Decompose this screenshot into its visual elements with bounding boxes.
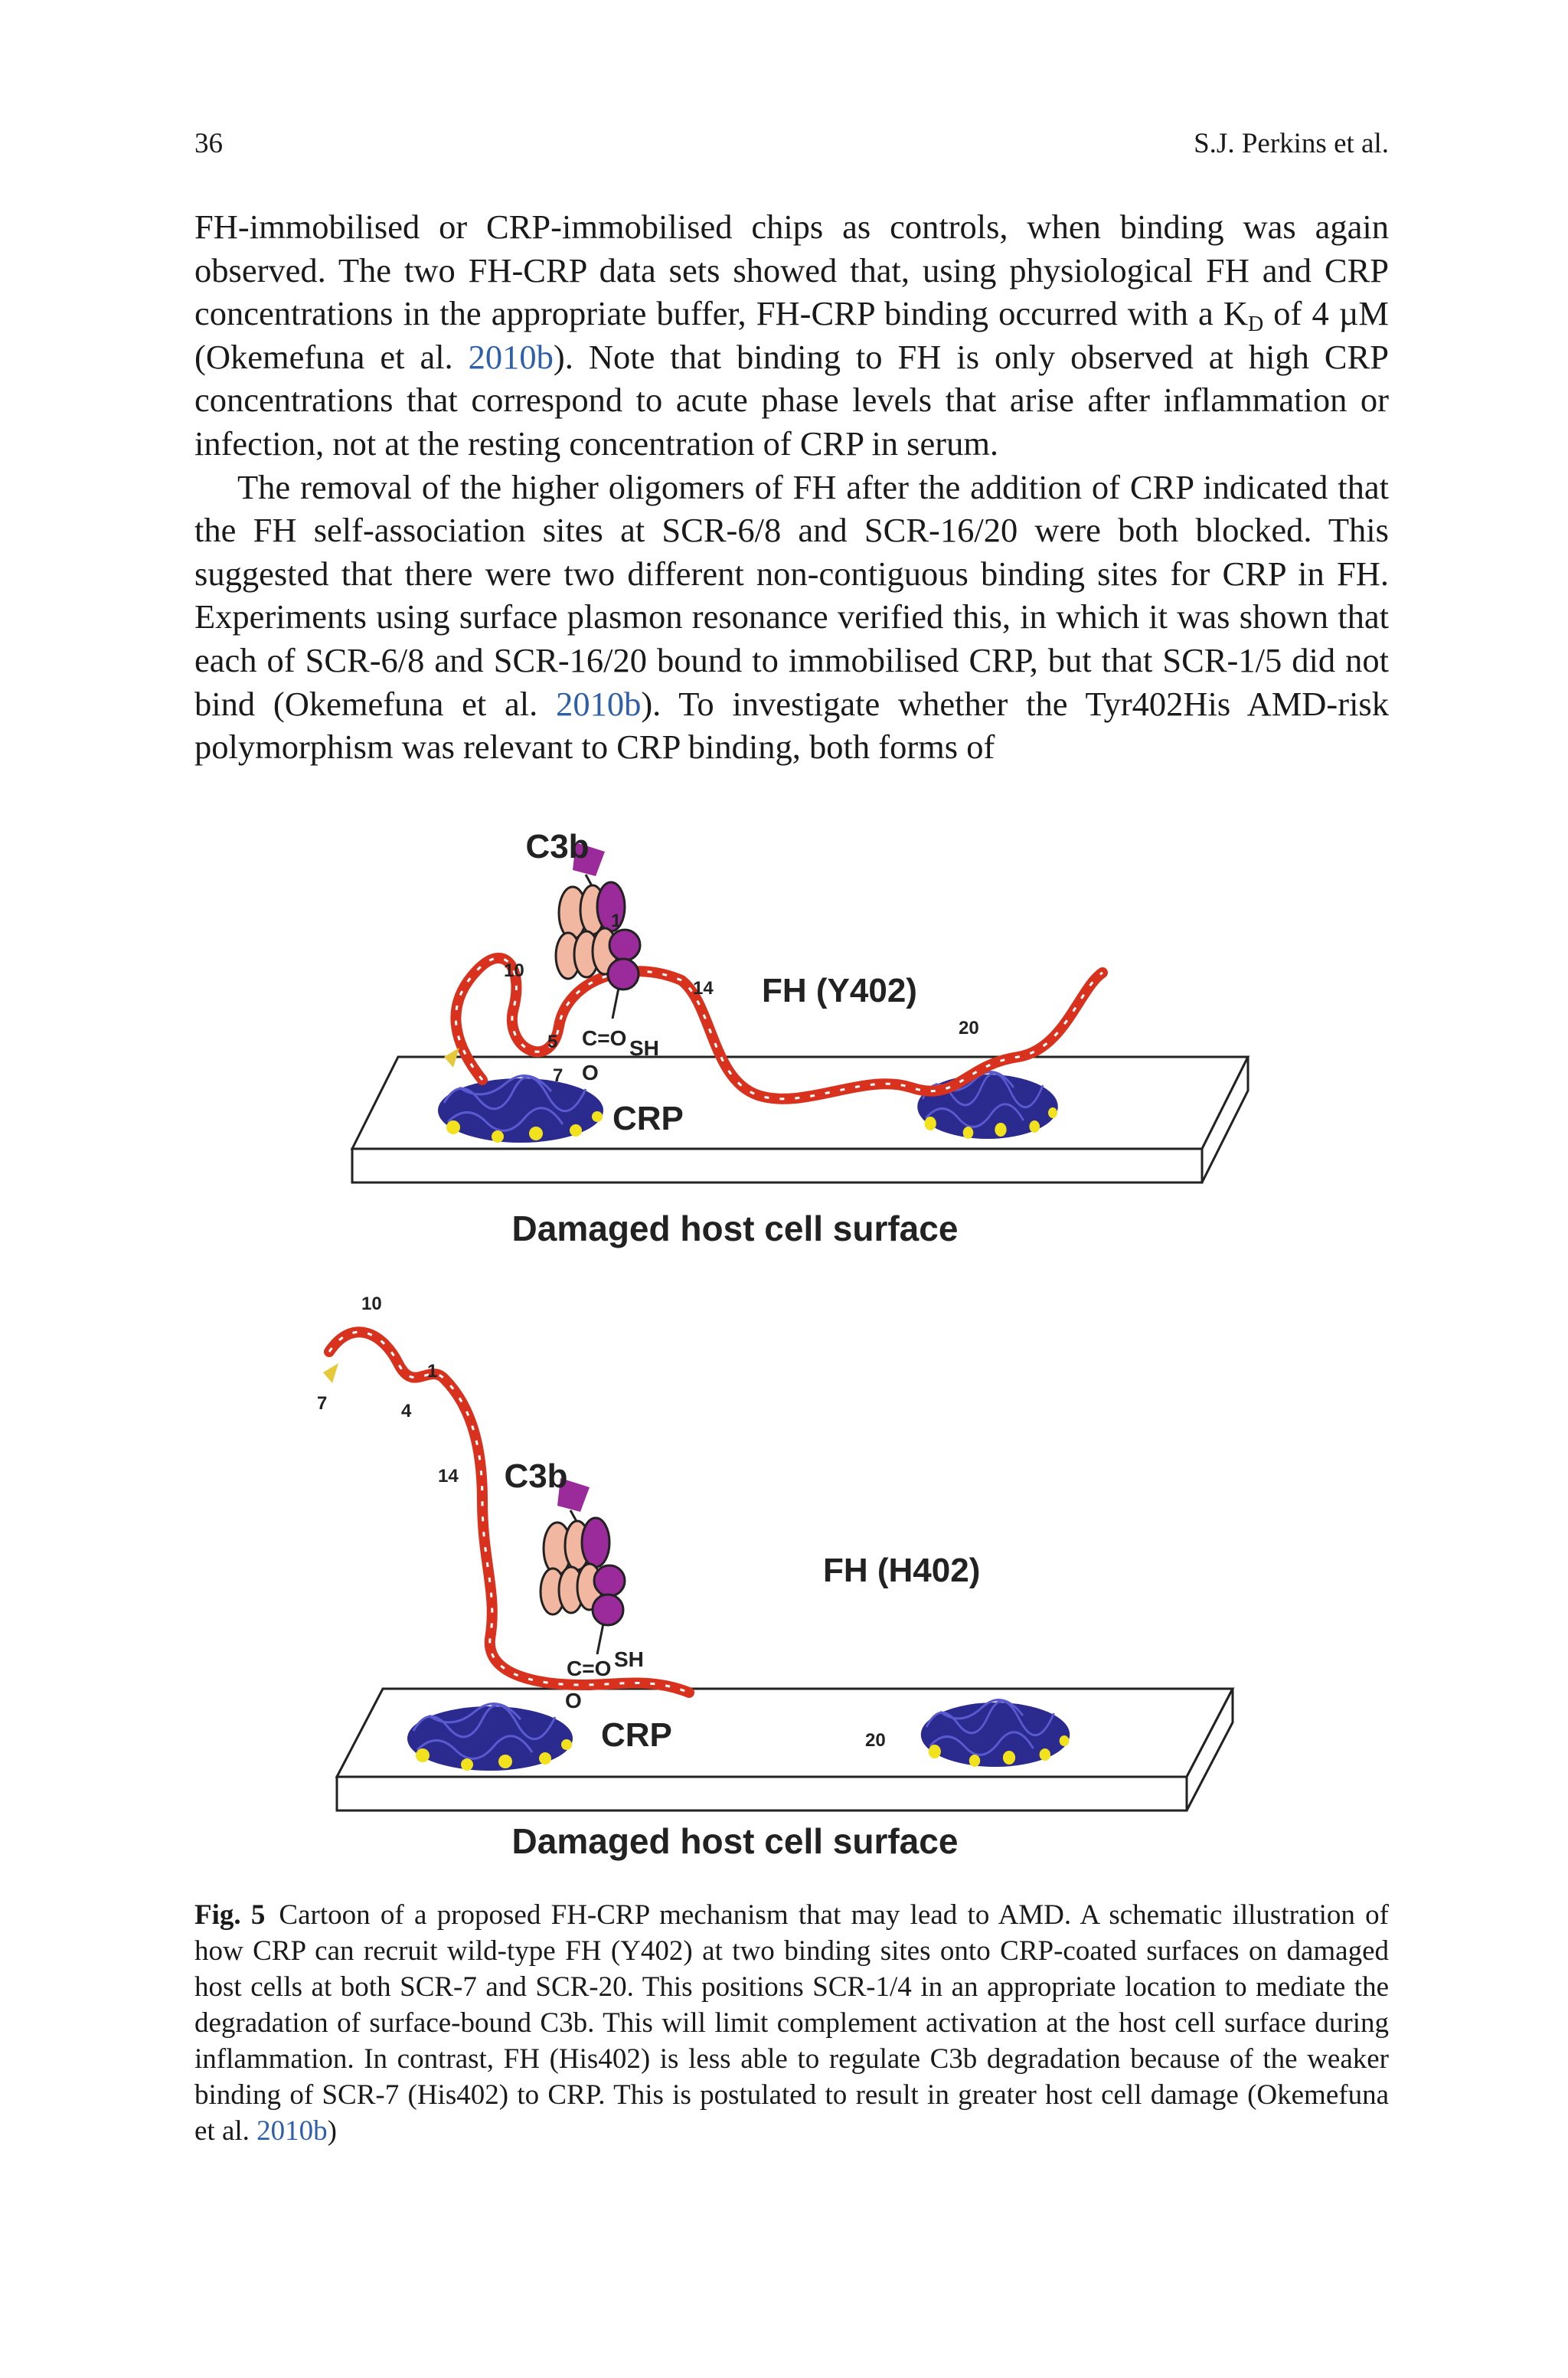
citation-link[interactable]: 2010b [468, 337, 554, 376]
scr-label: 7 [553, 1065, 564, 1086]
figure-illustration [317, 827, 1263, 1899]
p2-text-b: ). To investigate whether the Tyr402His AMD-risk polymorphism was relevant to CRP binding, both forms of [194, 684, 1390, 767]
fh-h402-label: FH (H402) [823, 1552, 981, 1589]
scr-label: 1 [427, 1361, 438, 1382]
figure-5 [317, 827, 1263, 1899]
c3b-label: C3b [525, 828, 590, 865]
fh-h402-chain-strands [329, 1332, 689, 1693]
oxygen-label: O [565, 1689, 582, 1712]
scr-label: 1 [611, 911, 622, 931]
scr-label: 10 [504, 960, 524, 981]
bottom-panel [317, 1294, 1233, 1861]
fh-y402-label: FH (Y402) [762, 972, 917, 1009]
his402-marker [323, 1363, 338, 1383]
sh-label: SH [614, 1647, 644, 1671]
fh-h402-chain [329, 1332, 689, 1693]
surface-label: Damaged host cell surface [511, 1209, 959, 1248]
scr-label: 14 [693, 978, 714, 999]
thioester-label: C=O [567, 1657, 612, 1680]
host-cell-surface-edge [337, 1777, 1187, 1810]
c3b-molecule [541, 1478, 625, 1654]
caption-text: Cartoon of a proposed FH-CRP mechanism that may lead to AMD. A schematic illustration of how CRP can recruit wild-type FH (Y402) at two binding sites onto CRP-coated surfaces on damaged host cells at both SCR-7 and SCR-20. This positions SCR-1/4 in an appropriate location to mediate the degradation of surface-bound C3b. This will limit complement activation at the host cell surface during inflammation. In contrast, FH (His402) is less able to regulate C3b degradation because of the weaker binding of SCR-7 (His402) to CRP. This is postulated to result in greater host cell damage (Okemefuna et al. [194, 1899, 1389, 2147]
c3b-molecule [556, 842, 640, 1019]
citation-link[interactable]: 2010b [556, 684, 642, 723]
thioester-label: C=O [582, 1026, 627, 1050]
host-cell-surface-edge [352, 1149, 1202, 1182]
caption-end: ) [327, 2115, 337, 2147]
p1-text-b: of 4 µM (Okemefuna et al. [194, 294, 1390, 376]
scr-label: 5 [547, 1032, 558, 1052]
kd-subscript: D [1247, 312, 1264, 337]
top-panel [352, 828, 1248, 1248]
figure-label: Fig. 5 [194, 1899, 266, 1931]
paragraph-2 [194, 466, 1389, 769]
sh-label: SH [629, 1036, 659, 1060]
c3b-label: C3b [504, 1457, 568, 1495]
p1-text-c: ). Note that binding to FH is only observed at high CRP concentrations that correspond to acute phase levels that arise after inflammation or infection, not at the resting concentration of CRP in serum. [194, 337, 1389, 463]
figure-caption [194, 1897, 1389, 2149]
citation-link[interactable]: 2010b [256, 2115, 328, 2147]
paragraph-1 [194, 205, 1389, 466]
running-head: S.J. Perkins et al. [1194, 128, 1389, 159]
scr-label: 4 [401, 1401, 412, 1421]
scr-label: 7 [317, 1393, 328, 1414]
page-number: 36 [194, 128, 223, 159]
surface-label: Damaged host cell surface [511, 1821, 959, 1861]
scr-label: 14 [438, 1466, 459, 1487]
scr-label: 20 [865, 1730, 886, 1751]
body-text [194, 205, 1389, 769]
crp-label: CRP [612, 1100, 684, 1137]
oxygen-label: O [582, 1061, 599, 1084]
p2-text-a: The removal of the higher oligomers of FH after the addition of CRP indicated that the FH self-association sites at SCR-6/8 and SCR-16/20 were both blocked. This suggested that there were two different non-contiguous binding sites for CRP in FH. Experiments using surface plasmon resonance verified this, in which it was shown that each of SCR-6/8 and SCR-16/20 bound to immobilised CRP, but that SCR-1/5 did not bind (Okemefuna et al. [194, 467, 1389, 723]
scr-label: 10 [361, 1294, 382, 1314]
scr-label: 20 [959, 1018, 979, 1039]
p1-text-a: FH-immobilised or CRP-immobilised chips as controls, when binding was again observed. The two FH-CRP data sets showed that, using physiological FH and CRP concentrations in the appropriate buffer, FH-CRP binding occurred with a K [194, 208, 1389, 333]
crp-label: CRP [601, 1716, 672, 1754]
